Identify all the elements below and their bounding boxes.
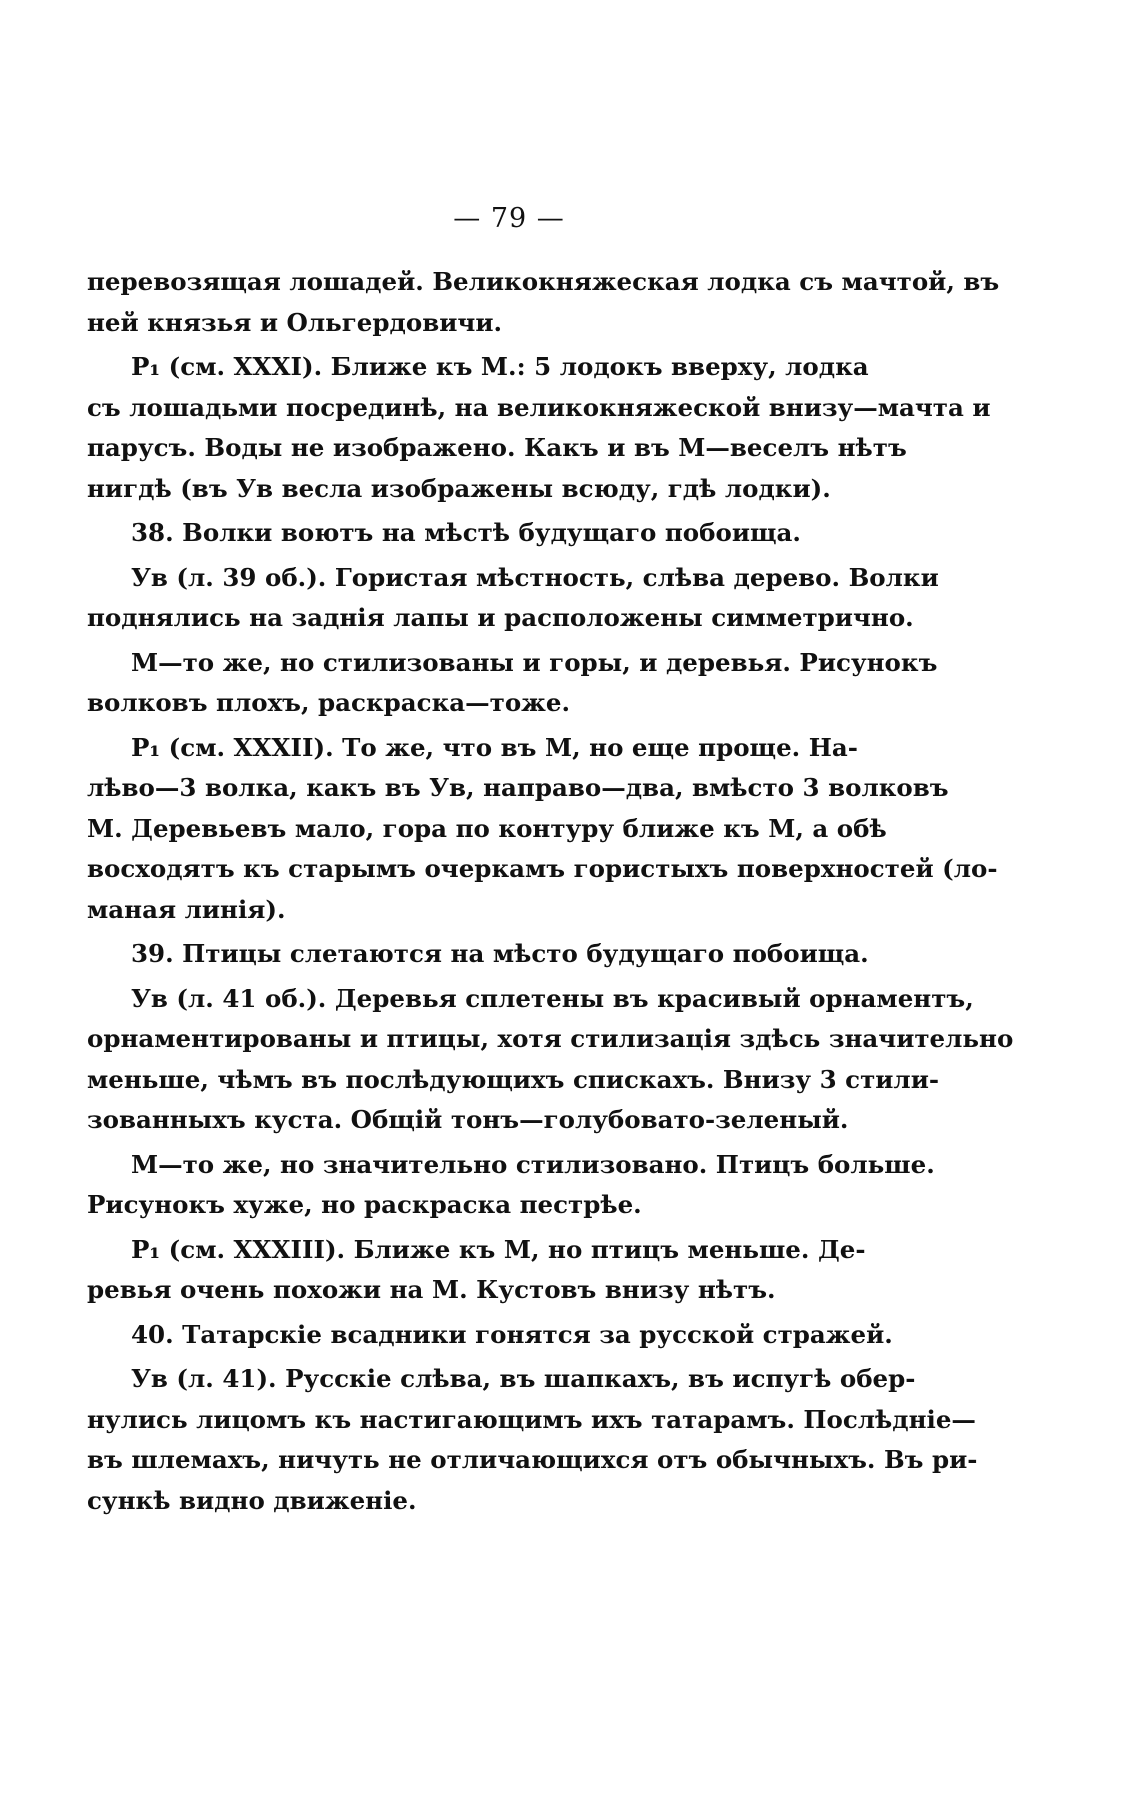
text-line: Ув (л. 39 об.). Гористая мѣстность, слѣва дерево. Волки — [131, 562, 939, 592]
text-body — [87, 262, 1014, 1525]
text-line: орнаментированы и птицы, хотя стилизація здѣсь значительно — [87, 1024, 1014, 1053]
text-line: въ шлемахъ, ничуть не отличающихся отъ обычныхъ. Въ ри- — [87, 1445, 978, 1474]
text-line: поднялись на заднія лапы и расположены симметрично. — [87, 603, 914, 632]
paragraph — [87, 347, 991, 509]
paragraph — [87, 728, 998, 931]
paragraph — [87, 979, 1014, 1141]
text-line: нулись лицомъ къ настигающимъ ихъ татарамъ. Послѣдніе— — [87, 1404, 976, 1434]
text-line: меньше, чѣмъ въ послѣдующихъ спискахъ. Внизу 3 стили- — [87, 1064, 940, 1094]
paragraph — [87, 643, 938, 724]
paragraph — [87, 1145, 935, 1226]
text-line: Рисунокъ хуже, но раскраска пестрѣе. — [87, 1190, 642, 1219]
text-line: ревья очень похожи на М. Кустовъ внизу нѣтъ. — [87, 1275, 776, 1304]
text-line: перевозящая лошадей. Великокняжеская лодка съ мачтой, въ — [87, 267, 1000, 296]
text-line: сункѣ видно движеніе. — [87, 1485, 417, 1515]
text-line: 40. Татарскіе всадники гонятся за русской стражей. — [131, 1319, 893, 1349]
text-line: парусъ. Воды не изображено. Какъ и въ М—веселъ нѣтъ — [87, 433, 907, 462]
text-line: восходятъ къ старымъ очеркамъ гористыхъ поверхностей (ло- — [87, 854, 998, 883]
paragraph — [87, 262, 1000, 343]
text-line: лѣво—3 волка, какъ въ Ув, направо—два, вмѣсто 3 волковъ — [87, 773, 949, 802]
text-line: М. Деревьевъ мало, гора по контуру ближе къ М, а обѣ — [87, 813, 887, 843]
text-line: зованныхъ куста. Общій тонъ—голубовато-зеленый. — [87, 1105, 849, 1134]
page-number: — 79 — — [453, 203, 565, 234]
text-line: М—то же, но значительно стилизовано. Птицъ больше. — [131, 1149, 935, 1179]
text-line: М—то же, но стилизованы и горы, и деревья. Рисунокъ — [131, 647, 938, 677]
text-line: маная линія). — [87, 894, 286, 924]
paragraph — [87, 1315, 893, 1356]
paragraph — [87, 1359, 978, 1521]
text-line: 38. Волки воютъ на мѣстѣ будущаго побоища. — [131, 518, 801, 547]
text-line: Ув (л. 41 об.). Деревья сплетены въ красивый орнаментъ, — [131, 983, 974, 1013]
paragraph — [87, 1230, 866, 1311]
text-line: P₁ (см. XXXIII). Ближе къ М, но птицъ меньше. Де- — [131, 1234, 866, 1264]
text-line: P₁ (см. XXXII). То же, что въ М, но еще проще. На- — [131, 732, 858, 762]
text-line: волковъ плохъ, раскраска—тоже. — [87, 688, 571, 717]
paragraph — [87, 513, 832, 554]
text-line: нигдѣ (въ Ув весла изображены всюду, гдѣ лодки). — [87, 473, 831, 503]
text-line: съ лошадьми посрединѣ, на великокняжеской внизу—мачта и — [87, 392, 991, 422]
text-line: P₁ (см. XXXI). Ближе къ М.: 5 лодокъ вверху, лодка — [131, 352, 869, 381]
text-line: 39. Птицы слетаются на мѣсто будущаго побоища. — [131, 939, 869, 968]
paragraph — [87, 558, 939, 639]
text-line: ней князья и Ольгердовичи. — [87, 307, 503, 337]
text-line: Ув (л. 41). Русскіе слѣва, въ шапкахъ, въ испугѣ обер- — [131, 1364, 916, 1393]
paragraph — [87, 934, 869, 975]
